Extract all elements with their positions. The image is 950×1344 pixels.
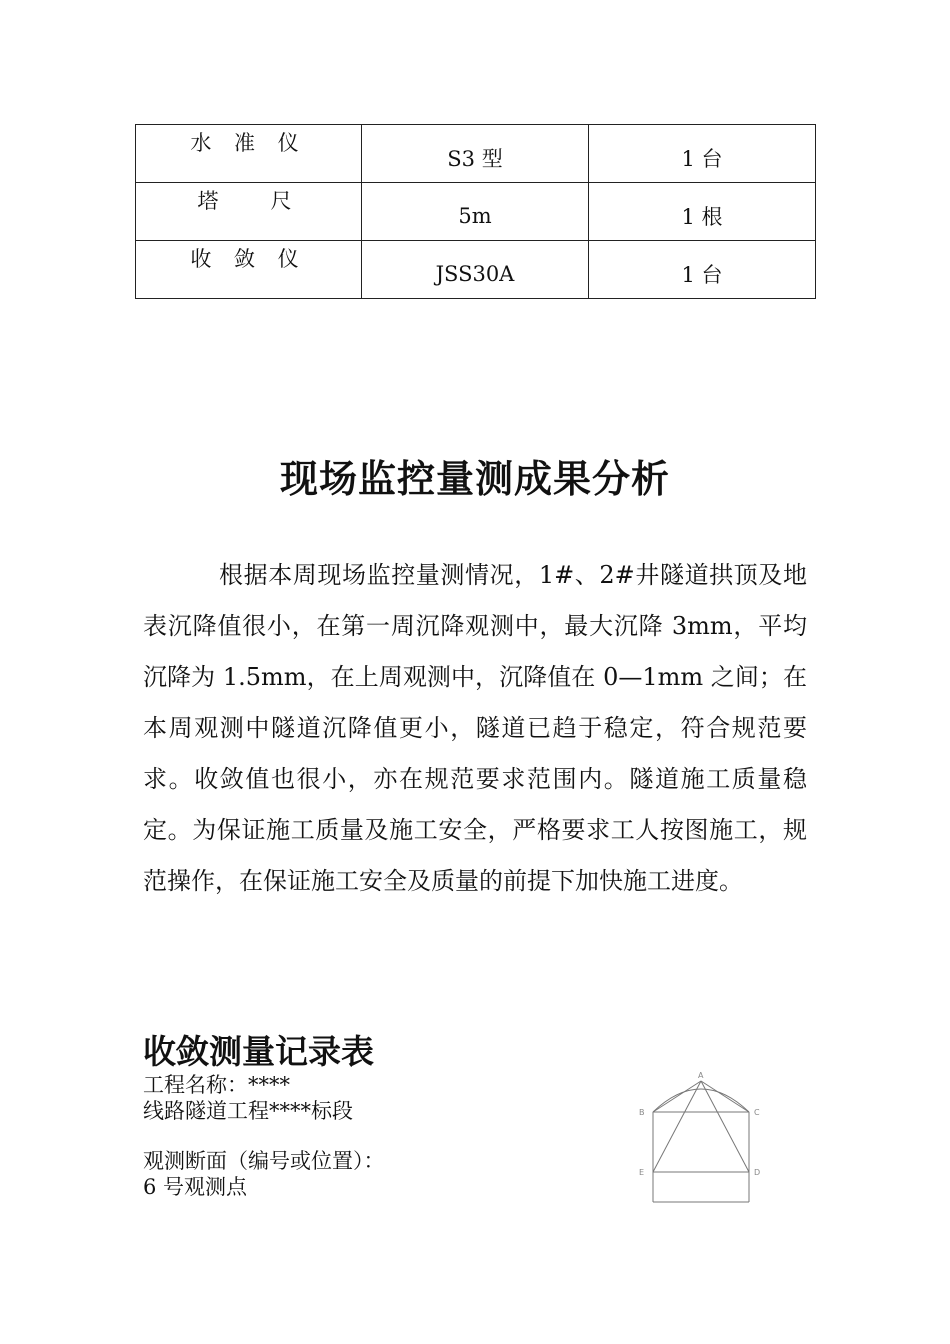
analysis-title: 现场监控量测成果分析 — [279, 456, 670, 501]
project-label: 工程名称：**** — [143, 1073, 290, 1097]
table-row — [136, 125, 816, 183]
line-a-c — [701, 1081, 749, 1112]
equipment-name: 收 敛 仪 — [136, 241, 362, 299]
record-title: 收敛测量记录表 — [143, 1032, 374, 1071]
point-e-label: E — [639, 1168, 645, 1177]
analysis-paragraph: 根据本周现场监控量测情况，1#、2#井隧道拱顶及地表沉降值很小，在第一周沉降观测中，最大沉降 3mm，平均沉降为 1.5mm，在上周观测中，沉降值在 0—1mm 之间；在本周观测中隧道沉降值更小，隧道已趋于稳定，符合规范要求。收敛值也很小，亦在规范要求范围内。隧道施工质量稳定。为保证施工质量及施工安全，严格要求工人按图施工，规范操作，在保证施工安全及质量的前提下加快施工进度。 — [143, 561, 807, 895]
equipment-qty: 1 台 — [589, 241, 816, 299]
section-value: 6 号观测点 — [143, 1175, 248, 1199]
equipment-name: 水 准 仪 — [136, 125, 362, 183]
equipment-name: 塔 尺 — [136, 183, 362, 241]
equipment-spec: JSS30A — [362, 241, 589, 299]
table-row — [136, 183, 816, 241]
section-label: 观测断面（编号或位置）： — [143, 1149, 385, 1173]
equipment-spec: 5m — [362, 183, 589, 241]
point-c-label: C — [754, 1108, 760, 1117]
equipment-qty: 1 台 — [589, 125, 816, 183]
point-a-label: A — [698, 1071, 704, 1080]
convergence-diagram — [634, 1068, 774, 1208]
equipment-spec: S3 型 — [362, 125, 589, 183]
table-row — [136, 241, 816, 299]
tunnel-arch — [653, 1089, 749, 1112]
project-name: 线路隧道工程****标段 — [143, 1099, 353, 1123]
line-a-b — [653, 1081, 701, 1112]
equipment-qty: 1 根 — [589, 183, 816, 241]
point-d-label: D — [754, 1168, 761, 1177]
equipment-table — [135, 124, 816, 299]
point-b-label: B — [639, 1108, 645, 1117]
